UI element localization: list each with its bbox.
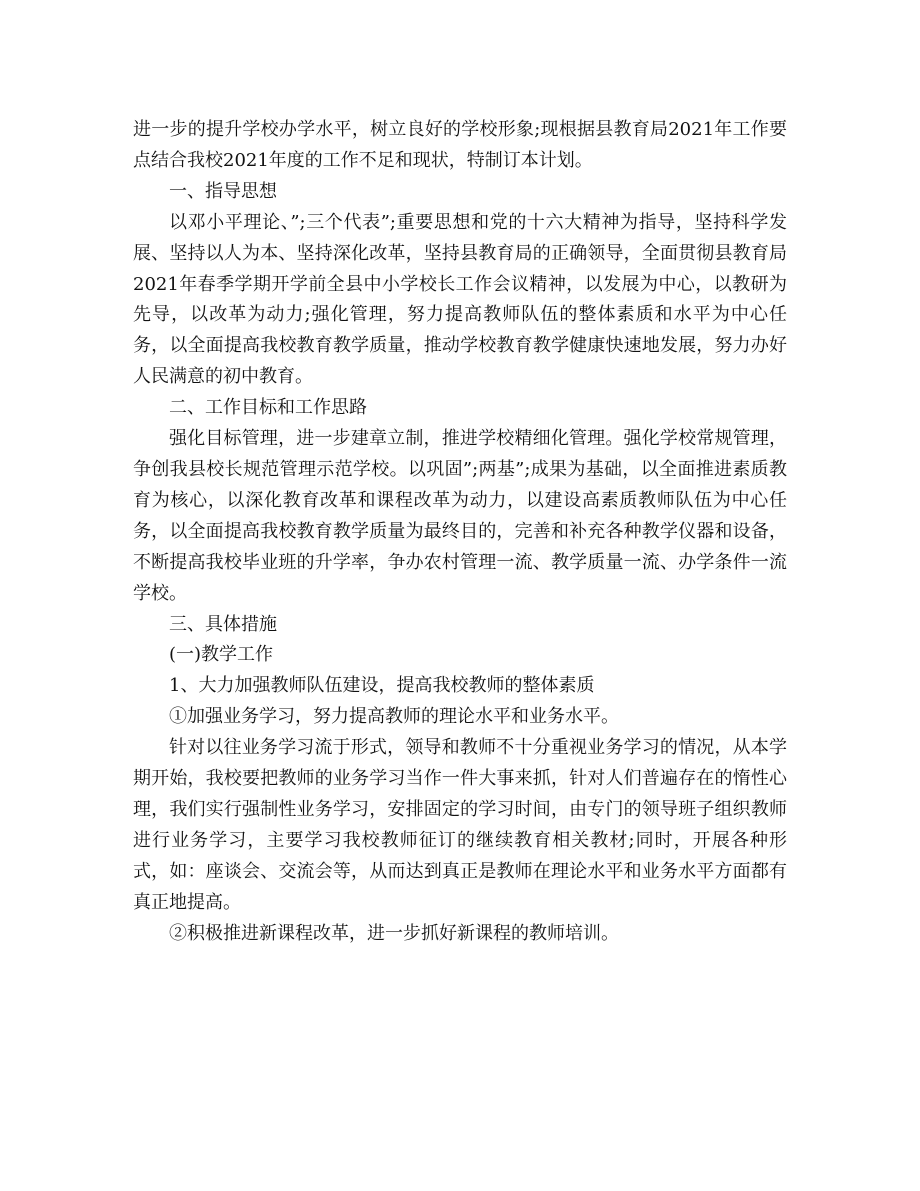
paragraph: 三、具体措施	[169, 613, 277, 635]
document-body	[133, 115, 787, 949]
paragraph: ②积极推进新课程改革，进一步抓好新课程的教师培训。	[169, 922, 619, 944]
paragraph: 进一步的提升学校办学水平，树立良好的学校形象;现根据县教育局2021年工作要点结合我校2021年度的工作不足和现状，特制订本计划。	[133, 119, 787, 171]
paragraph: 针对以往业务学习流于形式，领导和教师不十分重视业务学习的情况，从本学期开始，我校要把教师的业务学习当作一件大事来抓，针对人们普遍存在的惰性心理，我们实行强制性业务学习，安排固定的学习时间，由专门的领导班子组织教师进行业务学习，主要学习我校教师征订的继续教育相关教材;同时，开展各种形式，如：座谈会、交流会等，从而达到真正是教师在理论水平和业务水平方面都有真正地提高。	[133, 737, 787, 913]
paragraph: 强化目标管理，进一步建章立制，推进学校精细化管理。强化学校常规管理，争创我县校长规范管理示范学校。以巩固”;两基”;成果为基础，以全面推进素质教育为核心，以深化教育改革和课程改革为动力，以建设高素质教师队伍为中心任务，以全面提高我校教育教学质量为最终目的，完善和补充各种教学仪器和设备，不断提高我校毕业班的升学率，争办农村管理一流、教学质量一流、办学条件一流学校。	[133, 428, 787, 604]
paragraph: 一、指导思想	[169, 180, 277, 202]
paragraph: 以邓小平理论、”;三个代表”;重要思想和党的十六大精神为指导，坚持科学发展、坚持以人为本、坚持深化改革，坚持县教育局的正确领导，全面贯彻县教育局2021年春季学期开学前全县中小学校长工作会议精神，以发展为中心，以教研为先导，以改革为动力;强化管理，努力提高教师队伍的整体素质和水平为中心任务，以全面提高我校教育教学质量，推动学校教育教学健康快速地发展，努力办好人民满意的初中教育。	[133, 211, 787, 388]
paragraph: 二、工作目标和工作思路	[169, 397, 367, 419]
paragraph: ①加强业务学习，努力提高教师的理论水平和业务水平。	[169, 706, 619, 728]
paragraph: (一)教学工作	[169, 644, 274, 666]
paragraph: 1、大力加强教师队伍建设，提高我校教师的整体素质	[169, 675, 595, 697]
